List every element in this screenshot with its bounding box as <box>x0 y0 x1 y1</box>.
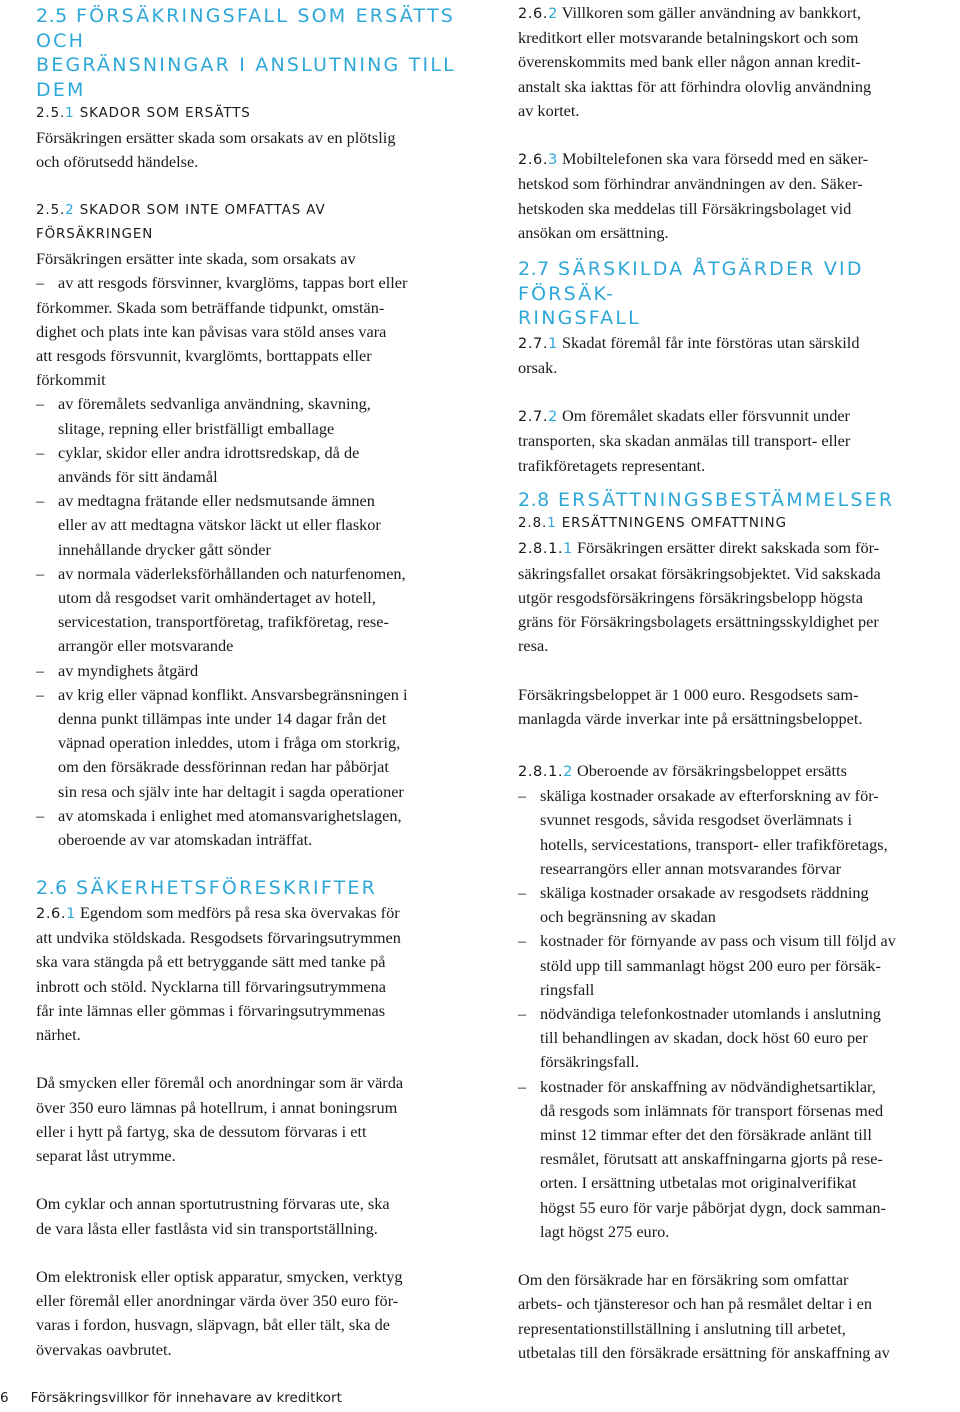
text-line: eller föremål eller anordningar värda över 350 euro för- <box>36 1291 399 1311</box>
heading-2-5-1: 2.5.1 SKADOR SOM ERSÄTTS <box>36 106 251 121</box>
heading-2-8-1: 2.8.1 ERSÄTTNINGENS OMFATTNING <box>518 516 787 532</box>
text-line: orten. I ersättning utbetalas mot originalverifikat <box>540 1173 857 1193</box>
text-line: av kortet. <box>518 100 580 120</box>
text-line: orsak. <box>518 357 558 377</box>
text-line: och begränsning av skadan <box>540 907 716 927</box>
heading-2-6: 2.6 SÄKERHETSFÖRESKRIFTER <box>36 877 378 900</box>
text-line: arrangör eller motsvarande <box>58 636 234 656</box>
text-line: om den försäkrade dessförinnan redan har påbörjat <box>58 757 389 777</box>
text-line: eller i hytt på fartyg, ska de dessutom förvaras i ett <box>36 1121 367 1141</box>
text-line: slitage, repning eller bristfälligt emballage <box>58 418 335 438</box>
text-line: 2.6.3 Mobiltelefonen ska vara försedd med en säker- <box>518 149 869 169</box>
running-title: Försäkringsvillkor för innehavare av kreditkort <box>30 1390 342 1406</box>
heading-2-5: 2.5 FÖRSÄKRINGSFALL SOM ERSÄTTS OCH <box>36 5 456 52</box>
text-line: 2.6.1 Egendom som medförs på resa ska övervakas för <box>36 902 400 922</box>
text-line: kreditkort eller motsvarande betalningskort och som <box>518 28 859 48</box>
text-line: inbrott och stöld. Nycklarna till förvaringsutrymmena <box>36 976 386 996</box>
text-line: till behandlingen av skadan, dock höst 60 euro per <box>540 1028 868 1048</box>
text-line: varas i fordon, husvagn, släpvagn, båt eller tält, ska de <box>36 1315 391 1335</box>
text-line: ska vara stängda på ett betryggande sätt med tanke på <box>36 952 386 972</box>
list-item: – av krig eller väpnad konflikt. Ansvarsbegränsningen i <box>36 683 476 707</box>
text-line: arbets- och tjänsteresor och han på resmålet deltar i en <box>518 1294 872 1314</box>
text-line: anstalt ska iakttas för att förhindra olovlig användning <box>518 76 872 96</box>
heading-2-5-2: 2.5.2 SKADOR SOM INTE OMFATTAS AV <box>36 202 326 218</box>
text-line: separat låst utrymme. <box>36 1145 176 1165</box>
text-line: stöld upp till sammanlagt högst 200 euro per försäk- <box>540 955 881 975</box>
list-item: – av myndighets åtgärd <box>36 659 476 683</box>
text-line: 2.8.1.1 Försäkringen ersätter direkt sakskada som för- <box>518 538 880 558</box>
page-footer <box>0 1390 342 1406</box>
text-line: 2.7.1 Skadat föremål får inte förstöras utan särskild <box>518 332 860 352</box>
section-number: 2.8.1.2 <box>518 764 573 781</box>
text-line: då resgods som inlämnats för transport försenas med <box>540 1100 884 1120</box>
text-line: dighet och plats inte kan påvisas vara stöld anses vara <box>36 321 387 341</box>
text-line: förkommer. Skada som beträffande tidpunkt, omstän- <box>36 297 385 317</box>
text-line: 2.7.2 Om föremålet skadats eller försvunnit under <box>518 406 850 426</box>
text-line: Om elektronisk eller optisk apparatur, smycken, verktyg <box>36 1266 403 1286</box>
list-item: – kostnader för anskaffning av nödvändighetsartiklar, <box>518 1075 960 1099</box>
text-line: eller av att medtagna vätskor läckt ut eller flaskor <box>58 515 381 535</box>
text-line: Försäkringen ersätter inte skada, som orsakats av <box>36 249 356 269</box>
text-line: de vara låsta eller fastlåsta vid sin transportställning. <box>36 1218 378 1238</box>
list-item: – nödvändiga telefonkostnader utomlands i anslutning <box>518 1002 960 1026</box>
text-line: svunnet resgods, såvida resgodset överlämnats i <box>540 810 852 830</box>
left-column <box>36 0 476 1362</box>
text-line: gräns för Försäkringsbolagets ersättningsskyldighet per <box>518 612 879 632</box>
section-number: 2.6.1 <box>36 905 76 922</box>
text-line: oberoende av var atomskadan inträffat. <box>58 830 313 850</box>
text-line: övervakas oavbrutet. <box>36 1339 172 1359</box>
text-line: sin resa och själv inte har deltagit i sagda operationer <box>58 781 404 801</box>
text-line: Försäkringsbeloppet är 1 000 euro. Resgodsets sam- <box>518 684 859 704</box>
page-number: 6 <box>0 1390 9 1406</box>
text-line: hetskoden ska meddelas till Försäkringsbolaget vid <box>518 198 852 218</box>
text-line: överenskommits med bank eller någon annan kredit- <box>518 52 861 72</box>
list-item: – skäliga kostnader orsakade av efterforskning av för- <box>518 784 960 808</box>
text-line: får inte lämnas eller gömmas i förvaringsutrymmenas <box>36 1000 386 1020</box>
text-line: Om den försäkrade har en försäkring som omfattar <box>518 1270 849 1290</box>
text-line: Då smycken eller föremål och anordningar som är värda <box>36 1073 404 1093</box>
list-item: – av atomskada i enlighet med atomansvarighetslagen, <box>36 804 476 828</box>
heading-2-5-cont: BEGRÄNSNINGAR I ANSLUTNING TILL DEM <box>36 54 456 101</box>
text-line: trafikföretagets representant. <box>518 455 706 475</box>
heading-2-8: 2.8 ERSÄTTNINGSBESTÄMMELSER <box>518 488 895 511</box>
text-line: närhet. <box>36 1024 81 1044</box>
heading-2-7-cont: RINGSFALL <box>518 307 641 330</box>
text-line: högst 55 euro för varje påbörjat dygn, dock samman- <box>540 1197 886 1217</box>
heading-2-5-2-cont: FÖRSÄKRINGEN <box>36 227 154 242</box>
section-number: 2.6.2 <box>518 6 558 22</box>
text-line: väpnad operation inleddes, utom i fråga om storkrig, <box>58 733 401 753</box>
list-item: – cyklar, skidor eller andra idrottsredskap, då de <box>36 441 476 465</box>
text-line: 2.6.2 Villkoren som gäller användning av bankkort, <box>518 3 861 22</box>
text-line: innehållande drycker gått sönder <box>58 539 271 559</box>
text-line: hotells, servicestations, transport- eller trafikföretags, <box>540 834 888 854</box>
text-line: manlagda värde inverkar inte på ersättningsbeloppet. <box>518 708 863 728</box>
text-line: 2.8.1.2 Oberoende av försäkringsbeloppet ersätts <box>518 761 847 781</box>
text-line: utgör resgodsförsäkringens försäkringsbelopp högsta <box>518 587 864 607</box>
section-number: 2.8.1.1 <box>518 541 573 558</box>
text-line: och oförutsedd händelse. <box>36 152 199 172</box>
text-line: representationstillställning i anslutning till arbetet, <box>518 1318 846 1338</box>
section-number: 2.7.2 <box>518 409 558 426</box>
heading-2-7: 2.7 SÄRSKILDA ÅTGÄRDER VID FÖRSÄK- <box>518 258 864 305</box>
text-line: ansökan om ersättning. <box>518 222 669 242</box>
section-number: 2.6.3 <box>518 152 558 169</box>
text-line: researrangörs eller annan motsvarandes förvar <box>540 858 842 878</box>
list-item: – av föremålets sedvanliga användning, skavning, <box>36 392 476 416</box>
text-line: servicestation, transportföretag, trafikföretag, rese- <box>58 612 389 632</box>
text-line: minst 12 timmar efter det den försäkrade anlänt till <box>540 1125 872 1145</box>
text-line: resmålet, förutsatt att anskaffningarna gjorts på rese- <box>540 1149 883 1169</box>
text-line: Om cyklar och annan sportutrustning förvaras ute, ska <box>36 1194 390 1214</box>
text-line: används för sitt ändamål <box>58 467 218 487</box>
text-line: försäkringsfall. <box>540 1052 640 1072</box>
list-item: – av normala väderleksförhållanden och naturfenomen, <box>36 562 476 586</box>
text-line: förkommit <box>36 370 106 390</box>
text-line: utom då resgodset varit omhändertaget av hotell, <box>58 588 376 608</box>
section-number: 2.7.1 <box>518 335 558 352</box>
list-item: – skäliga kostnader orsakade av resgodsets räddning <box>518 881 960 905</box>
text-line: lagt högst 275 euro. <box>540 1221 670 1241</box>
text-line: ringsfall <box>540 979 595 999</box>
text-line: transporten, ska skadan anmälas till transport- eller <box>518 431 851 451</box>
text-line: att undvika stöldskada. Resgodsets förvaringsutrymmen <box>36 928 401 948</box>
text-line: Försäkringen ersätter skada som orsakats av en plötslig <box>36 128 396 148</box>
text-line: resa. <box>518 636 549 656</box>
text-line: utbetalas till den försäkrade ersättning för anskaffning av <box>518 1342 890 1362</box>
text-line: hetskod som förhindrar användningen av den. Säker- <box>518 174 863 194</box>
right-column <box>518 0 960 1365</box>
list-item: – kostnader för förnyande av pass och visum till följd av <box>518 929 960 953</box>
list-item: – av medtagna frätande eller nedsmutsande ämnen <box>36 489 476 513</box>
text-line: att resgods försvunnit, kvarglömts, borttappats eller <box>36 346 372 366</box>
text-line: över 350 euro lämnas på hotellrum, i annat boningsrum <box>36 1097 398 1117</box>
text-line: denna punkt tillämpas inte under 14 dagar från det <box>58 709 387 729</box>
text-line: säkringsfallet orsakat försäkringsobjektet. Vid sakskada <box>518 563 881 583</box>
list-item: – av att resgods försvinner, kvarglöms, tappas bort eller <box>36 271 476 295</box>
